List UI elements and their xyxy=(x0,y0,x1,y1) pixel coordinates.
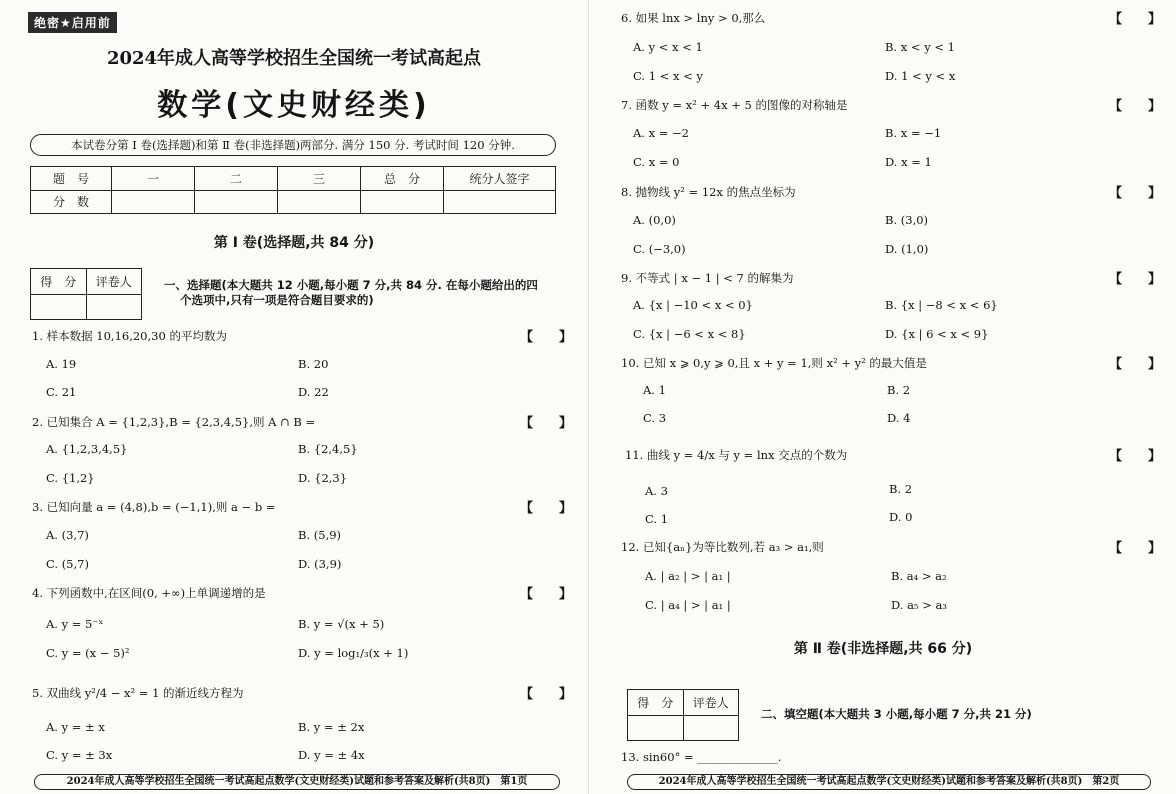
option: D. 1 < y < x xyxy=(885,69,956,83)
answer-bracket: 【 】 xyxy=(1109,541,1162,556)
score-cell xyxy=(112,190,195,214)
exam-note: 本试卷分第 Ⅰ 卷(选择题)和第 Ⅱ 卷(非选择题)两部分. 满分 150 分. 考试时间 120 分钟. xyxy=(30,134,556,156)
answer-bracket: 【 】 xyxy=(1109,357,1162,372)
answer-bracket: 【 】 xyxy=(520,687,573,702)
grader-label: 评卷人 xyxy=(683,690,739,716)
score-table-header: 一 xyxy=(112,167,195,191)
option: B. y = √(x + 5) xyxy=(298,617,385,631)
option: C. 21 xyxy=(46,385,77,399)
option: D. y = log₁/₃(x + 1) xyxy=(298,646,409,660)
option: A. 3 xyxy=(645,484,668,498)
grader-box xyxy=(627,689,739,741)
page-footer: 2024年成人高等学校招生全国统一考试高起点数学(文史财经类)试题和参考答案及解析(共8页) 第2页 xyxy=(627,774,1151,790)
section-2-title: 第 Ⅱ 卷(非选择题,共 66 分) xyxy=(793,641,973,657)
question-stem: 10. 已知 x ⩾ 0,y ⩾ 0,且 x + y = 1,则 x² + y² 的最大值是 xyxy=(621,356,927,370)
score-table-header: 题 号 xyxy=(31,167,112,191)
option: C. | a₄ | > | a₁ | xyxy=(645,598,731,612)
option: B. 20 xyxy=(298,357,329,371)
option: A. y < x < 1 xyxy=(633,40,703,54)
score-cell xyxy=(278,190,361,214)
grader-box xyxy=(30,268,142,320)
option: A. {1,2,3,4,5} xyxy=(46,442,128,456)
exam-page-2 xyxy=(588,0,1176,794)
question-stem: 8. 抛物线 y² = 12x 的焦点坐标为 xyxy=(621,185,796,199)
answer-bracket: 【 】 xyxy=(1109,99,1162,114)
score-table-header: 统分人签字 xyxy=(444,167,556,191)
question-stem: 4. 下列函数中,在区间(0, +∞)上单调递增的是 xyxy=(32,586,266,600)
subject-title: 数学(文史财经类) xyxy=(157,88,431,123)
option: C. 3 xyxy=(643,411,667,425)
option: C. {x | −6 < x < 8} xyxy=(633,327,746,341)
answer-bracket: 【 】 xyxy=(520,501,573,516)
score-table-header: 总 分 xyxy=(361,167,444,191)
option: B. x < y < 1 xyxy=(885,40,955,54)
secret-tag: 绝密★启用前 xyxy=(28,12,117,33)
answer-bracket: 【 】 xyxy=(520,416,573,431)
option: D. x = 1 xyxy=(885,155,932,169)
option: D. 4 xyxy=(887,411,911,425)
answer-bracket: 【 】 xyxy=(1109,12,1162,27)
score-table-header: 二 xyxy=(195,167,278,191)
option: C. y = ± 3x xyxy=(46,748,113,762)
exam-title: 2024年成人高等学校招生全国统一考试高起点 xyxy=(106,48,482,69)
question-stem: 5. 双曲线 y²/4 − x² = 1 的渐近线方程为 xyxy=(32,686,244,700)
score-row-label: 分 数 xyxy=(31,190,112,214)
page-footer: 2024年成人高等学校招生全国统一考试高起点数学(文史财经类)试题和参考答案及解析(共8页) 第1页 xyxy=(34,774,560,790)
option: A. 19 xyxy=(46,357,77,371)
option: A. y = ± x xyxy=(46,720,105,734)
option: A. (3,7) xyxy=(46,528,89,542)
answer-bracket: 【 】 xyxy=(1109,186,1162,201)
option: C. {1,2} xyxy=(46,471,95,485)
grader-cell xyxy=(683,715,739,741)
option: C. 1 xyxy=(645,512,669,526)
part-1-instruction xyxy=(164,278,538,308)
grader-score-label: 得 分 xyxy=(628,690,684,716)
option: B. 2 xyxy=(887,383,911,397)
score-table xyxy=(30,166,556,214)
option: D. {2,3} xyxy=(298,471,348,485)
option: C. 1 < x < y xyxy=(633,69,703,83)
option: B. (3,0) xyxy=(885,213,929,227)
option: D. 22 xyxy=(298,385,329,399)
question-stem: 2. 已知集合 A = {1,2,3},B = {2,3,4,5},则 A ∩ B = xyxy=(32,415,316,429)
grader-cell xyxy=(31,294,87,320)
option: B. a₄ > a₂ xyxy=(891,569,947,583)
section-1-title: 第 Ⅰ 卷(选择题,共 84 分) xyxy=(213,235,375,251)
question-stem: 3. 已知向量 a = (4,8),b = (−1,1),则 a − b = xyxy=(32,500,276,514)
question-stem: 1. 样本数据 10,16,20,30 的平均数为 xyxy=(32,329,227,343)
grader-score-label: 得 分 xyxy=(31,269,87,295)
option: C. (5,7) xyxy=(46,557,89,571)
option: D. (3,9) xyxy=(298,557,342,571)
instruction-line: 个选项中,只有一项是符合题目要求的) xyxy=(180,293,374,307)
score-table-header: 三 xyxy=(278,167,361,191)
grader-cell xyxy=(628,715,684,741)
option: B. {x | −8 < x < 6} xyxy=(885,298,998,312)
question-stem: 11. 曲线 y = 4/x 与 y = lnx 交点的个数为 xyxy=(625,448,848,462)
question-stem: 9. 不等式 | x − 1 | < 7 的解集为 xyxy=(621,271,794,285)
score-cell xyxy=(195,190,278,214)
option: B. {2,4,5} xyxy=(298,442,358,456)
option: A. (0,0) xyxy=(633,213,676,227)
option: A. | a₂ | > | a₁ | xyxy=(645,569,731,583)
question-13: 13. sin60° = ______________. xyxy=(621,750,782,764)
option: A. 1 xyxy=(643,383,666,397)
option: B. x = −1 xyxy=(885,126,942,140)
question-stem: 6. 如果 lnx > lny > 0,那么 xyxy=(621,11,766,25)
option: B. 2 xyxy=(889,482,913,496)
option: D. a₅ > a₃ xyxy=(891,598,948,612)
option: D. y = ± 4x xyxy=(298,748,365,762)
option: D. (1,0) xyxy=(885,242,929,256)
part-2-instruction: 二、填空题(本大题共 3 小题,每小题 7 分,共 21 分) xyxy=(761,707,1032,721)
answer-bracket: 【 】 xyxy=(1109,449,1162,464)
question-stem: 12. 已知{aₙ}为等比数列,若 a₃ > a₁,则 xyxy=(621,540,824,554)
option: C. y = (x − 5)² xyxy=(46,646,130,660)
option: B. (5,9) xyxy=(298,528,342,542)
question-stem: 7. 函数 y = x² + 4x + 5 的图像的对称轴是 xyxy=(621,98,848,112)
score-cell xyxy=(361,190,444,214)
option: A. {x | −10 < x < 0} xyxy=(633,298,753,312)
grader-cell xyxy=(86,294,142,320)
score-cell xyxy=(444,190,556,214)
option: D. 0 xyxy=(889,510,913,524)
option: C. (−3,0) xyxy=(633,242,686,256)
option: D. {x | 6 < x < 9} xyxy=(885,327,989,341)
option: C. x = 0 xyxy=(633,155,680,169)
answer-bracket: 【 】 xyxy=(520,587,573,602)
answer-bracket: 【 】 xyxy=(1109,272,1162,287)
option: A. x = −2 xyxy=(633,126,690,140)
instruction-line: 一、选择题(本大题共 12 小题,每小题 7 分,共 84 分. 在每小题给出的四 xyxy=(164,278,538,292)
answer-bracket: 【 】 xyxy=(520,330,573,345)
grader-label: 评卷人 xyxy=(86,269,142,295)
option: B. y = ± 2x xyxy=(298,720,365,734)
option: A. y = 5⁻ˣ xyxy=(46,617,104,631)
